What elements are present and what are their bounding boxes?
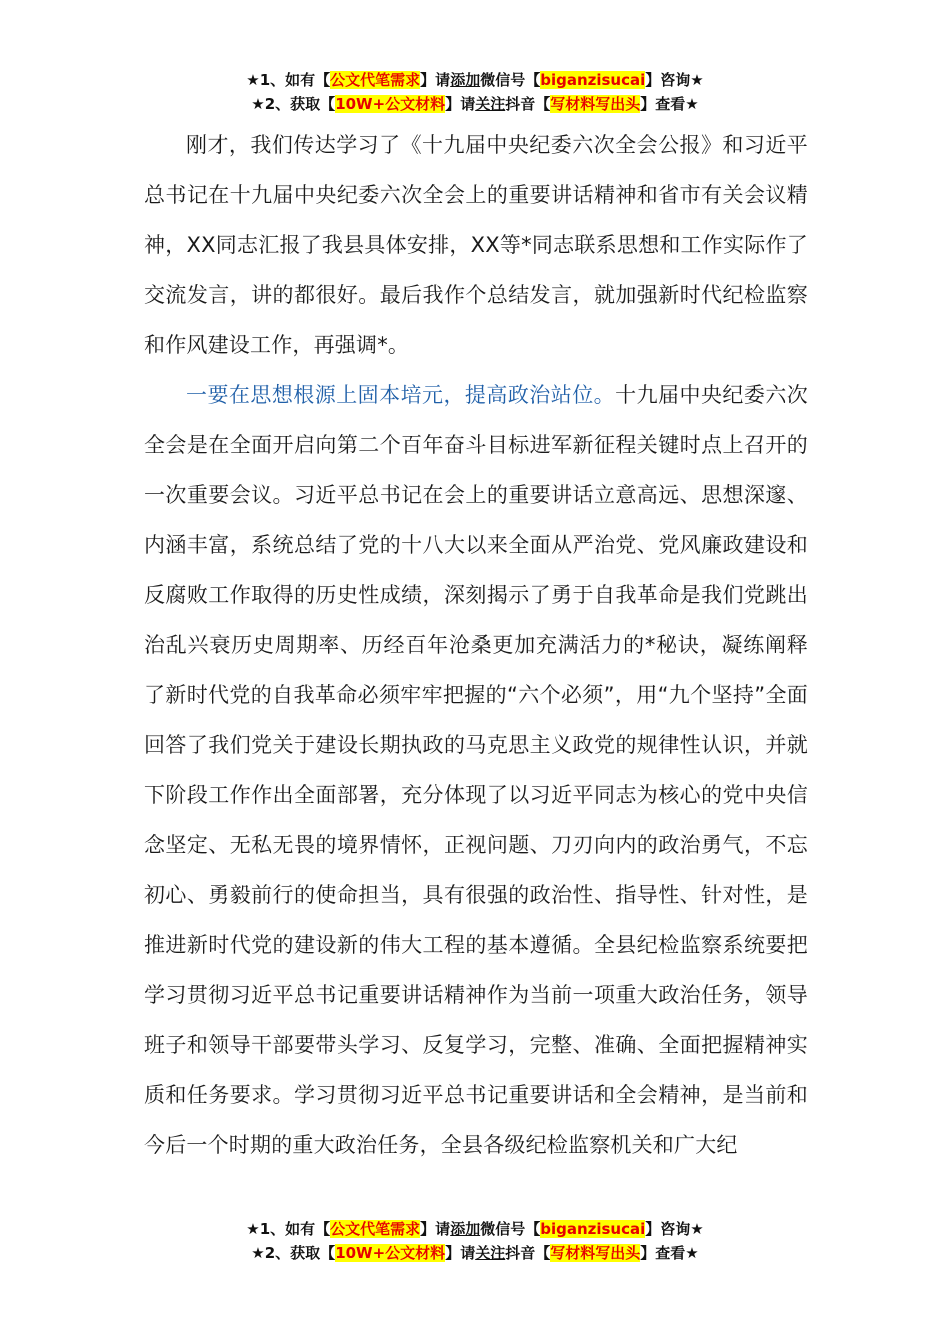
section-heading: 一要在思想根源上固本培元，提高政治站位。 xyxy=(186,383,616,407)
notice-text: ★2、获取【 xyxy=(251,95,336,113)
notice-text: ★2、获取【 xyxy=(251,1244,336,1262)
notice-highlight: 10W+公文材料 xyxy=(335,95,446,113)
notice-line-1 xyxy=(0,1217,950,1241)
douyin-id-highlight: 写材料写出头 xyxy=(550,1244,641,1262)
notice-text: ★1、如有【 xyxy=(246,1220,331,1238)
notice-text: 】咨询★ xyxy=(645,1220,704,1238)
wechat-id-highlight: biganzisucai xyxy=(540,1220,646,1238)
notice-underlined: 添加 xyxy=(450,1220,481,1238)
douyin-id-highlight: 写材料写出头 xyxy=(550,95,641,113)
header-notice xyxy=(0,68,950,116)
notice-text: 】查看★ xyxy=(640,1244,699,1262)
notice-text: 微信号【 xyxy=(480,71,541,89)
notice-text: 】咨询★ xyxy=(645,71,704,89)
notice-text: 抖音【 xyxy=(505,95,551,113)
notice-text: 】请 xyxy=(445,1244,476,1262)
paragraph-section-1 xyxy=(144,370,808,1170)
notice-text: 】查看★ xyxy=(640,95,699,113)
notice-text: 】请 xyxy=(445,95,476,113)
notice-highlight: 公文代笔需求 xyxy=(330,71,421,89)
notice-underlined: 关注 xyxy=(475,95,506,113)
section-body: 十九届中央纪委六次全会是在全面开启向第二个百年奋斗目标进军新征程关键时点上召开的一次重要会议。习近平总书记在会上的重要讲话立意高远、思想深邃、内涵丰富，系统总结了党的十八大以来全面从严治党、党风廉政建设和反腐败工作取得的历史性成绩，深刻揭示了勇于自我革命是我们党跳出治乱兴衰历史周期率、历经百年沧桑更加充满活力的*秘诀，凝练阐释了新时代党的自我革命必须牢牢把握的“六个必须”，用“九个坚持”全面回答了我们党关于建设长期执政的马克思主义政党的规律性认识，并就下阶段工作作出全面部署，充分体现了以习近平同志为核心的党中央信念坚定、无私无畏的境界情怀，正视问题、刀刃向内的政治勇气，不忘初心、勇毅前行的使命担当，具有很强的政治性、指导性、针对性，是推进新时代党的建设新的伟大工程的基本遵循。全县纪检监察系统要把学习贯彻习近平总书记重要讲话精神作为当前一项重大政治任务，领导班子和领导干部要带头学习、反复学习，完整、准确、全面把握精神实质和任务要求。学习贯彻习近平总书记重要讲话和全会精神，是当前和今后一个时期的重大政治任务，全县各级纪检监察机关和广大纪 xyxy=(144,383,808,1157)
notice-underlined: 关注 xyxy=(475,1244,506,1262)
notice-line-2 xyxy=(0,92,950,116)
notice-text: 抖音【 xyxy=(505,1244,551,1262)
notice-line-2 xyxy=(0,1241,950,1265)
wechat-id-highlight: biganzisucai xyxy=(540,71,646,89)
notice-text: 微信号【 xyxy=(480,1220,541,1238)
paragraph-intro: 刚才，我们传达学习了《十九届中央纪委六次全会公报》和习近平总书记在十九届中央纪委六次全会上的重要讲话精神和省市有关会议精神，XX同志汇报了我县具体安排，XX等*同志联系思想和工作实际作了交流发言，讲的都很好。最后我作个总结发言，就加强新时代纪检监察和作风建设工作，再强调*。 xyxy=(144,133,808,357)
footer-notice xyxy=(0,1217,950,1265)
notice-highlight: 公文代笔需求 xyxy=(330,1220,421,1238)
notice-text: 】请 xyxy=(420,1220,451,1238)
notice-line-1 xyxy=(0,68,950,92)
notice-underlined: 添加 xyxy=(450,71,481,89)
notice-highlight: 10W+公文材料 xyxy=(335,1244,446,1262)
notice-text: 】请 xyxy=(420,71,451,89)
notice-text: ★1、如有【 xyxy=(246,71,331,89)
document-body xyxy=(144,120,808,1170)
